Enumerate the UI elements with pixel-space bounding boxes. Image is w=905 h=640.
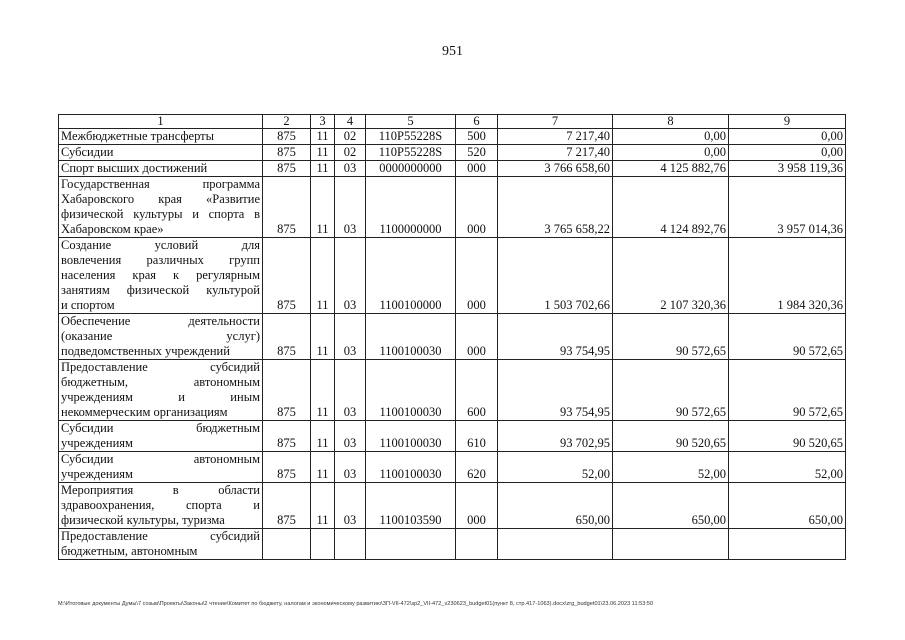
cell-section: 11	[311, 177, 335, 238]
table-row	[59, 529, 846, 560]
cell-target-article	[366, 529, 456, 560]
table-row	[59, 452, 846, 483]
budget-table	[58, 114, 846, 560]
cell-ministry-code: 875	[263, 483, 311, 529]
header-col-1: 1	[59, 115, 263, 129]
cell-item-name	[59, 452, 263, 483]
item-name-line: физической культуры и спорта в	[61, 207, 260, 221]
cell-amount-col7	[498, 529, 613, 560]
cell-expense-type: 000	[456, 238, 498, 314]
cell-amount-col9	[729, 529, 846, 560]
cell-amount-col9: 90 572,65	[729, 314, 846, 360]
cell-section: 11	[311, 238, 335, 314]
cell-subsection: 02	[335, 129, 366, 145]
cell-target-article: 110P55228S	[366, 129, 456, 145]
cell-amount-col8	[613, 529, 729, 560]
item-name-line: Субсидии	[61, 145, 114, 159]
item-name-line: Предоставление субсидий	[61, 360, 260, 374]
cell-expense-type: 520	[456, 145, 498, 161]
cell-amount-col9: 52,00	[729, 452, 846, 483]
item-name-line: (оказание услуг)	[61, 329, 260, 343]
cell-target-article: 1100100030	[366, 452, 456, 483]
cell-section	[311, 529, 335, 560]
cell-subsection: 03	[335, 177, 366, 238]
cell-subsection: 03	[335, 483, 366, 529]
cell-target-article: 1100100030	[366, 314, 456, 360]
item-name-line: Хабаровском крае»	[61, 222, 164, 236]
item-name-line: Хабаровского края «Развитие	[61, 192, 260, 206]
header-col-8: 8	[613, 115, 729, 129]
cell-ministry-code: 875	[263, 421, 311, 452]
cell-amount-col7: 3 766 658,60	[498, 161, 613, 177]
cell-amount-col7: 93 754,95	[498, 314, 613, 360]
cell-item-name	[59, 161, 263, 177]
cell-ministry-code: 875	[263, 145, 311, 161]
cell-amount-col9: 3 957 014,36	[729, 177, 846, 238]
cell-amount-col8: 90 572,65	[613, 314, 729, 360]
header-col-6: 6	[456, 115, 498, 129]
header-col-5: 5	[366, 115, 456, 129]
cell-target-article: 1100103590	[366, 483, 456, 529]
cell-section: 11	[311, 129, 335, 145]
table-body	[59, 129, 846, 560]
item-name-line: учреждениям и иным	[61, 390, 260, 404]
file-path-footer: M:\Итоговые документы Думы\7 созыв\Проекты\Законы\2 чтение\Комитет по бюджету, налогам и экономическому развитию\ЗП-VII-472\зр2_VII-472_v230623_budget01(пункт 8, стр.417-1063).docx\zrg_budget01\23.06.2023 11:53:50	[58, 601, 654, 607]
cell-amount-col9: 650,00	[729, 483, 846, 529]
cell-amount-col9: 90 520,65	[729, 421, 846, 452]
item-name-line: Субсидии автономным	[61, 452, 260, 466]
cell-amount-col7: 1 503 702,66	[498, 238, 613, 314]
cell-target-article: 0000000000	[366, 161, 456, 177]
item-name-line: Спорт высших достижений	[61, 161, 208, 175]
cell-ministry-code: 875	[263, 360, 311, 421]
cell-ministry-code: 875	[263, 129, 311, 145]
cell-expense-type: 620	[456, 452, 498, 483]
cell-ministry-code: 875	[263, 161, 311, 177]
header-row	[59, 115, 846, 129]
table-row	[59, 360, 846, 421]
cell-subsection: 03	[335, 360, 366, 421]
cell-amount-col7: 7 217,40	[498, 145, 613, 161]
cell-expense-type: 000	[456, 161, 498, 177]
cell-item-name	[59, 483, 263, 529]
table-row	[59, 238, 846, 314]
cell-amount-col7: 93 702,95	[498, 421, 613, 452]
header-col-2: 2	[263, 115, 311, 129]
cell-expense-type: 600	[456, 360, 498, 421]
cell-target-article: 110P55228S	[366, 145, 456, 161]
cell-amount-col9: 90 572,65	[729, 360, 846, 421]
cell-amount-col7: 650,00	[498, 483, 613, 529]
cell-amount-col9: 3 958 119,36	[729, 161, 846, 177]
cell-item-name	[59, 360, 263, 421]
cell-amount-col8: 0,00	[613, 129, 729, 145]
item-name-line: населения края к регулярным	[61, 268, 260, 282]
cell-ministry-code: 875	[263, 238, 311, 314]
cell-target-article: 1100100030	[366, 421, 456, 452]
cell-subsection: 03	[335, 421, 366, 452]
cell-ministry-code	[263, 529, 311, 560]
cell-expense-type: 610	[456, 421, 498, 452]
cell-target-article: 1100100030	[366, 360, 456, 421]
cell-expense-type: 000	[456, 314, 498, 360]
cell-subsection	[335, 529, 366, 560]
cell-target-article: 1100100000	[366, 238, 456, 314]
item-name-line: некоммерческим организациям	[61, 405, 228, 419]
cell-amount-col9: 0,00	[729, 129, 846, 145]
table-row	[59, 314, 846, 360]
cell-amount-col8: 90 572,65	[613, 360, 729, 421]
cell-expense-type: 000	[456, 483, 498, 529]
item-name-line: учреждениям	[61, 467, 133, 481]
header-col-9: 9	[729, 115, 846, 129]
item-name-line: Межбюджетные трансферты	[61, 129, 215, 143]
cell-item-name	[59, 145, 263, 161]
table-row	[59, 483, 846, 529]
table-row	[59, 177, 846, 238]
cell-amount-col7: 3 765 658,22	[498, 177, 613, 238]
table-row	[59, 145, 846, 161]
item-name-line: Субсидии бюджетным	[61, 421, 260, 435]
item-name-line: Государственная программа	[61, 177, 260, 191]
cell-ministry-code: 875	[263, 177, 311, 238]
item-name-line: физической культуры, туризма	[61, 513, 225, 527]
cell-amount-col8: 52,00	[613, 452, 729, 483]
cell-item-name	[59, 314, 263, 360]
cell-amount-col9: 1 984 320,36	[729, 238, 846, 314]
cell-item-name	[59, 529, 263, 560]
cell-subsection: 03	[335, 238, 366, 314]
cell-item-name	[59, 238, 263, 314]
cell-amount-col7: 93 754,95	[498, 360, 613, 421]
cell-item-name	[59, 177, 263, 238]
item-name-line: бюджетным, автономным	[61, 375, 260, 389]
header-col-3: 3	[311, 115, 335, 129]
item-name-line: Предоставление субсидий	[61, 529, 260, 543]
cell-section: 11	[311, 161, 335, 177]
item-name-line: здравоохранения, спорта и	[61, 498, 260, 512]
cell-section: 11	[311, 452, 335, 483]
table-row	[59, 421, 846, 452]
table-row	[59, 129, 846, 145]
cell-expense-type: 000	[456, 177, 498, 238]
item-name-line: Мероприятия в области	[61, 483, 260, 497]
cell-amount-col8: 4 124 892,76	[613, 177, 729, 238]
item-name-line: Создание условий для	[61, 238, 260, 252]
cell-section: 11	[311, 483, 335, 529]
item-name-line: занятиям физической культурой	[61, 283, 260, 297]
cell-expense-type	[456, 529, 498, 560]
item-name-line: учреждениям	[61, 436, 133, 450]
cell-amount-col7: 52,00	[498, 452, 613, 483]
cell-amount-col8: 2 107 320,36	[613, 238, 729, 314]
cell-amount-col8: 650,00	[613, 483, 729, 529]
cell-expense-type: 500	[456, 129, 498, 145]
cell-amount-col8: 0,00	[613, 145, 729, 161]
cell-section: 11	[311, 145, 335, 161]
page-number: 951	[442, 44, 463, 59]
cell-amount-col8: 90 520,65	[613, 421, 729, 452]
header-col-4: 4	[335, 115, 366, 129]
cell-section: 11	[311, 421, 335, 452]
item-name-line: вовлечения различных групп	[61, 253, 260, 267]
cell-subsection: 03	[335, 161, 366, 177]
cell-target-article: 1100000000	[366, 177, 456, 238]
cell-amount-col8: 4 125 882,76	[613, 161, 729, 177]
item-name-line: бюджетным, автономным	[61, 544, 198, 558]
item-name-line: и спортом	[61, 298, 115, 312]
cell-item-name	[59, 421, 263, 452]
cell-amount-col7: 7 217,40	[498, 129, 613, 145]
cell-section: 11	[311, 314, 335, 360]
cell-item-name	[59, 129, 263, 145]
item-name-line: Обеспечение деятельности	[61, 314, 260, 328]
cell-subsection: 03	[335, 314, 366, 360]
cell-ministry-code: 875	[263, 314, 311, 360]
item-name-line: подведомственных учреждений	[61, 344, 230, 358]
header-col-7: 7	[498, 115, 613, 129]
cell-amount-col9: 0,00	[729, 145, 846, 161]
cell-subsection: 02	[335, 145, 366, 161]
cell-subsection: 03	[335, 452, 366, 483]
cell-section: 11	[311, 360, 335, 421]
table-row	[59, 161, 846, 177]
cell-ministry-code: 875	[263, 452, 311, 483]
